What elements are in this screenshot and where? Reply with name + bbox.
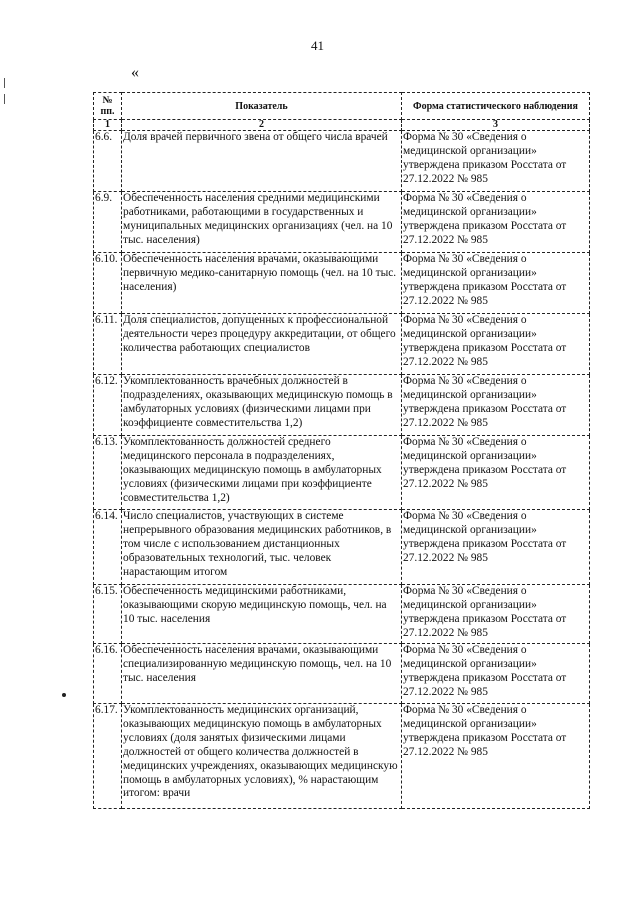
edge-mark <box>4 94 5 104</box>
row-indicator: Укомплектованность врачебных должностей в подразделениях, оказывающих медицинскую помощь в амбулаторных условиях (физическими лицами при коэффициенте совместительства 1,2) <box>122 375 402 436</box>
margin-dot <box>62 693 66 697</box>
row-form: Форма № 30 «Сведения о медицинской организации» утверждена приказом Росстата от 27.12.2022 № 985 <box>402 375 590 436</box>
row-indicator: Доля специалистов, допущенных к профессиональной деятельности через процедуру аккредитации, от общего количества работающих специалистов <box>122 314 402 375</box>
table-row <box>94 510 590 585</box>
row-number: 6.13. <box>94 436 122 510</box>
header-indicator: Показатель <box>122 93 402 120</box>
opening-quote-mark: « <box>131 64 139 81</box>
row-indicator: Укомплектованность медицинских организаций, оказывающих медицинскую помощь в амбулаторных условиях (доля занятых физическими лицами должностей от общего количества должностей в медицинских учреждениях, оказывающих медицинскую помощь в амбулаторных условиях), % нарастающим итогом: врачи <box>122 704 402 809</box>
row-number: 6.16. <box>94 644 122 704</box>
table-row <box>94 253 590 314</box>
column-number: 3 <box>402 120 590 131</box>
table-header-row <box>94 93 590 120</box>
row-indicator: Укомплектованность должностей среднего медицинского персонала в подразделениях, оказывающих медицинскую помощь в амбулаторных условиях (физическими лицами при коэффициенте совместительства 1,2) <box>122 436 402 510</box>
row-indicator: Число специалистов, участвующих в системе непрерывного образования медицинских работников, в том числе с использованием дистанционных образовательных технологий, тыс. человек нарастающим итогом <box>122 510 402 585</box>
row-form: Форма № 30 «Сведения о медицинской организации» утверждена приказом Росстата от 27.12.2022 № 985 <box>402 644 590 704</box>
column-number-row <box>94 120 590 131</box>
row-number: 6.6. <box>94 131 122 192</box>
header-num: № пп. <box>94 93 122 120</box>
row-number: 6.11. <box>94 314 122 375</box>
row-number: 6.9. <box>94 192 122 253</box>
row-number: 6.15. <box>94 585 122 644</box>
table-row <box>94 644 590 704</box>
row-indicator: Обеспеченность населения врачами, оказывающими специализированную медицинскую помощь, чел. на 10 тыс. населения <box>122 644 402 704</box>
row-indicator: Доля врачей первичного звена от общего числа врачей <box>122 131 402 192</box>
row-form: Форма № 30 «Сведения о медицинской организации» утверждена приказом Росстата от 27.12.2022 № 985 <box>402 585 590 644</box>
row-number: 6.10. <box>94 253 122 314</box>
row-form: Форма № 30 «Сведения о медицинской организации» утверждена приказом Росстата от 27.12.2022 № 985 <box>402 192 590 253</box>
column-number: 2 <box>122 120 402 131</box>
row-form: Форма № 30 «Сведения о медицинской организации» утверждена приказом Росстата от 27.12.2022 № 985 <box>402 131 590 192</box>
header-form: Форма статистического наблюдения <box>402 93 590 120</box>
column-number: 1 <box>94 120 122 131</box>
table-row <box>94 192 590 253</box>
indicators-table <box>93 92 590 809</box>
row-form: Форма № 30 «Сведения о медицинской организации» утверждена приказом Росстата от 27.12.2022 № 985 <box>402 436 590 510</box>
row-form: Форма № 30 «Сведения о медицинской организации» утверждена приказом Росстата от 27.12.2022 № 985 <box>402 314 590 375</box>
table-row <box>94 704 590 809</box>
row-indicator: Обеспеченность населения врачами, оказывающими первичную медико-санитарную помощь (чел. на 10 тыс. населения) <box>122 253 402 314</box>
row-indicator: Обеспеченность населения средними медицинскими работниками, работающими в государственных и муниципальных медицинских организациях (чел. на 10 тыс. населения) <box>122 192 402 253</box>
edge-mark <box>4 78 5 88</box>
table-row <box>94 375 590 436</box>
row-number: 6.14. <box>94 510 122 585</box>
table-row <box>94 131 590 192</box>
row-form: Форма № 30 «Сведения о медицинской организации» утверждена приказом Росстата от 27.12.2022 № 985 <box>402 704 590 809</box>
table-row <box>94 585 590 644</box>
row-indicator: Обеспеченность медицинскими работниками, оказывающими скорую медицинскую помощь, чел. на 10 тыс. населения <box>122 585 402 644</box>
table-row <box>94 314 590 375</box>
row-form: Форма № 30 «Сведения о медицинской организации» утверждена приказом Росстата от 27.12.2022 № 985 <box>402 253 590 314</box>
row-number: 6.17. <box>94 704 122 809</box>
row-form: Форма № 30 «Сведения о медицинской организации» утверждена приказом Росстата от 27.12.2022 № 985 <box>402 510 590 585</box>
row-number: 6.12. <box>94 375 122 436</box>
table-row <box>94 436 590 510</box>
page-number: 41 <box>311 38 324 53</box>
